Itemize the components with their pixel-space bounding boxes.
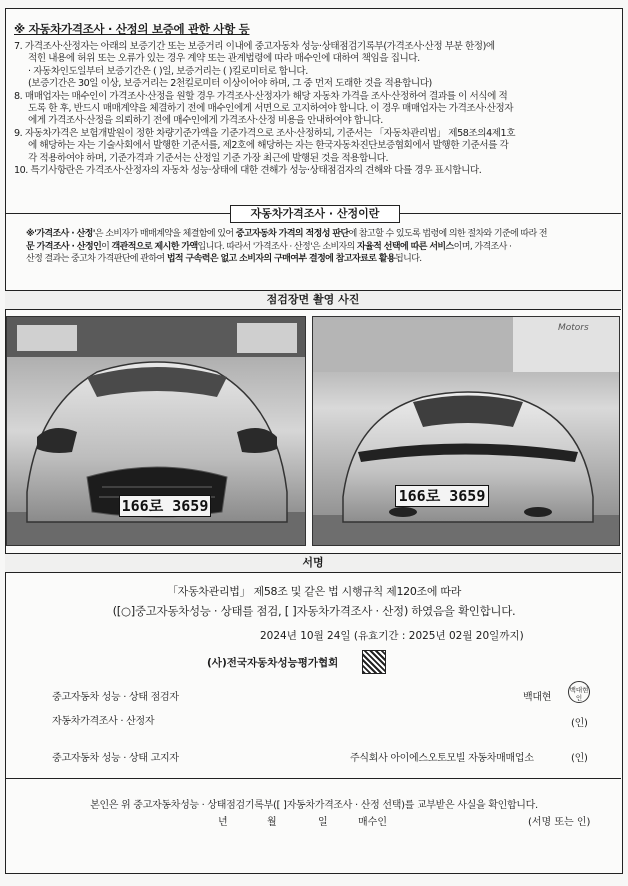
rear-car-illustration: [313, 317, 619, 545]
note-text: 에 참고할 수 있도록 법령에 의한 절차와 기준에 따라 전: [348, 229, 547, 239]
item-number: 10.: [14, 165, 28, 177]
pricing-note-line-2: [26, 241, 610, 254]
rear-license-plate: 166로 3659: [395, 485, 489, 507]
item-text-cont: 각 적용하여야 하며, 기준가격과 기준서는 산정일 기준 가장 최근에 발행된 것을 적용합니다.: [28, 152, 389, 164]
item-text: 특기사항란은 가격조사·산정자의 자동차 성능·상태에 대한 견해가 성능·상태점검자의 견해와 다를 경우 표시합니다.: [30, 165, 482, 177]
front-license-plate: 166로 3659: [119, 495, 211, 517]
note-emph: 문 가격조사 · 산정인: [26, 241, 102, 252]
divider: [398, 213, 621, 214]
inspector-label: 중고자동차 성능 · 상태 점검자: [52, 692, 179, 703]
note-text: 이: [101, 241, 112, 252]
guarantee-items: [14, 41, 618, 177]
notifier-seal: (인): [571, 753, 588, 764]
sign-year: 년: [218, 817, 228, 828]
pricing-note: [26, 228, 610, 266]
pricer-label: 자동차가격조사 · 산정자: [52, 716, 155, 727]
date-line: 2024년 10월 24일 (유효기간 : 2025년 02월 20일까지): [260, 630, 524, 642]
photos-title: 점검장면 촬영 사진: [5, 290, 621, 310]
item-text-cont: 에게 가격조사·산정을 의뢰하기 전에 매수인에게 가격조사·산정 비용을 안내하여야 합니다.: [28, 115, 383, 127]
note-text: 산정 결과는 중고차 가격판단에 관하여: [26, 254, 167, 264]
law-line: 「자동차관리법」 제58조 및 같은 법 시행규칙 제120조에 따라: [166, 585, 462, 598]
pricing-note-line-3: [26, 253, 610, 266]
item-text: 가격조사·산정자는 아래의 보증기간 또는 보증거리 이내에 중고자동차 성능·상태점검기록부(가격조사·산정 부분 한정)에: [24, 41, 495, 52]
pricing-box-title: 자동차가격조사 · 산정이란: [230, 205, 400, 223]
note-emph: 법적 구속력은 없고 소비자의 구매여부 결정에 참고자료로 활용: [166, 254, 395, 264]
note-text: 은 소비자가 매매계약을 체결함에 있어: [94, 229, 236, 239]
note-emph: 중고자동차 가격의 적정성 판단: [235, 229, 349, 239]
guarantee-item-9: [14, 128, 618, 165]
item-text-cont: 에 해당하는 자는 기술사회에서 발행한 기준서를, 제2호에 해당하는 자는 한국자동차진단보증협회에서 발행한 기준서를 각: [28, 140, 509, 152]
note-text: 됩니다.: [395, 254, 422, 264]
item-text-cont: 도록 한 후, 반드시 매매계약을 체결하기 전에 매수인에게 서면으로 고지하여야 합니다. 이 경우 매매업자는 가격조사·산정자: [28, 103, 514, 115]
item-text-cont: 적힌 내용에 허위 또는 오류가 있는 경우 계약 또는 관계법령에 따라 매수인에 대하여 책임을 집니다.: [28, 53, 420, 65]
confirm-line: ([○]중고자동차성능 · 상태를 점검, [ ]자동차가격조사 · 산정) 하였음을 확인합니다.: [112, 604, 516, 618]
buyer-label: 매수인: [358, 817, 387, 828]
divider: [5, 213, 231, 214]
item-number: 7.: [14, 41, 23, 52]
guarantee-item-8: [14, 91, 618, 128]
note-text: 입니다. 따라서 '가격조사 · 산정'은 소비자의: [197, 241, 357, 252]
inspector-name: 백대현: [523, 692, 552, 703]
pricing-note-line-1: [26, 228, 610, 241]
note-text: 이며, 가격조사 ·: [453, 241, 512, 252]
item-text: 자동차가격은 보험개발원이 정한 차량기준가액을 기준가격으로 조사·산정하되, 기준서는 「자동차관리법」 제58조의4제1호: [24, 127, 516, 139]
pricer-seal: (인): [571, 718, 588, 729]
item-sub: (보증기간은 30일 이상, 보증거리는 2천킬로미터 이상이어야 하며, 그 중 먼저 도래한 것을 적용합니다): [28, 78, 432, 90]
note-emph: 자율적 선택에 따른 서비스: [356, 241, 454, 252]
sign-day: 일: [318, 817, 328, 828]
inspector-stamp: [568, 681, 590, 703]
guarantee-item-7: [14, 41, 618, 91]
rear-car-photo: [312, 316, 620, 546]
association-name: (사)전국자동차성능평가협회: [207, 657, 339, 669]
note-emph: 객관적으로 제시한 가액: [111, 241, 198, 252]
receipt-line: 본인은 위 중고자동차성능 · 상태점검기록부([ ]자동차가격조사 · 산정 선택)를 교부받은 사실을 확인합니다.: [90, 800, 538, 811]
divider: [5, 778, 621, 779]
front-car-photo: [6, 316, 306, 546]
signature-title: 서명: [5, 553, 621, 573]
note-emph: ※'가격조사 · 산정': [26, 229, 95, 239]
guarantee-section-title: ※ 자동차가격조사 · 산정의 보증에 관한 사항 등: [14, 22, 250, 36]
qr-code-icon: [362, 650, 386, 674]
notifier-name: 주식회사 아이에스오토모빌 자동차매매업소: [350, 753, 534, 764]
item-number: 8.: [14, 90, 23, 102]
buyer-signature-field[interactable]: (서명 또는 인): [528, 817, 591, 828]
notifier-label: 중고자동차 성능 · 상태 고지자: [52, 753, 179, 764]
stamp-text: 백대현인: [569, 686, 589, 702]
sign-month: 월: [267, 817, 277, 828]
item-text: 매매업자는 매수인이 가격조사·산정을 원할 경우 가격조사·산정자가 해당 자동차 가격을 조사·산정하여 결과를 이 서식에 적: [24, 90, 508, 102]
item-sub: · 자동차인도일부터 보증기간은 ( )일, 보증거리는 ( )킬로미터로 합니다.: [28, 65, 308, 77]
rear-background-sign: Motors: [558, 323, 589, 333]
guarantee-item-10: [14, 165, 618, 177]
item-number: 9.: [14, 127, 23, 139]
